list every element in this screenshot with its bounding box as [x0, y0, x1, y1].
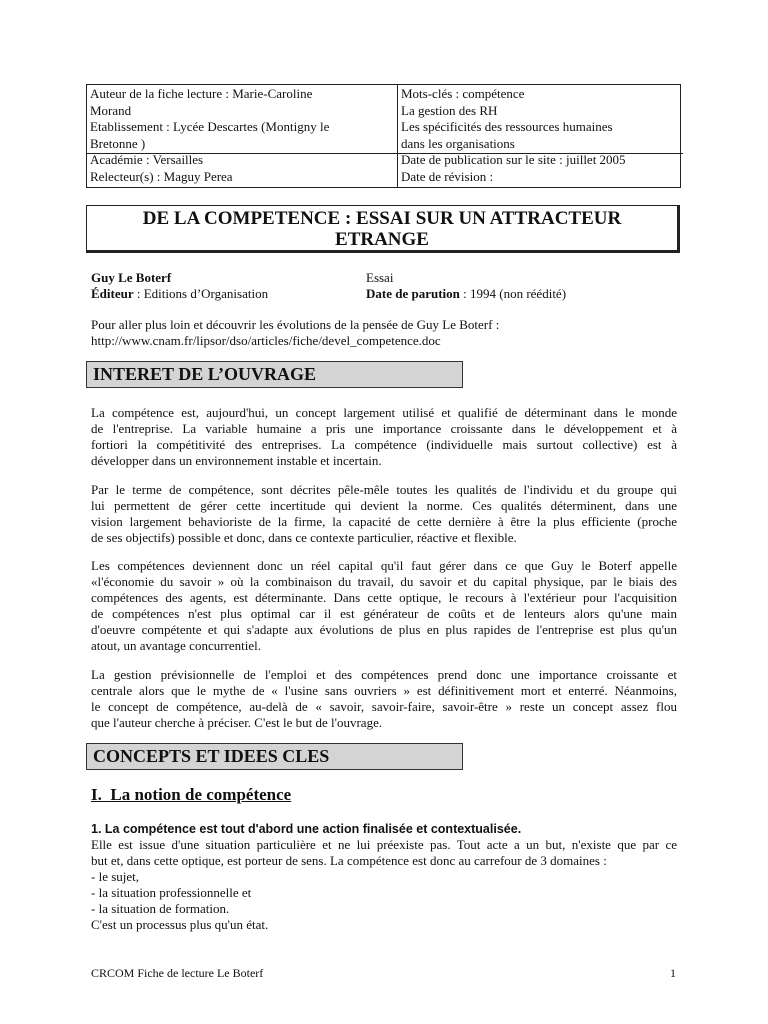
p3-line-3: compétences des agents, est déterminante. Dans cette optique, le recours à l'extérieur pour l'acquisition	[91, 590, 677, 605]
meta-reviewer: Relecteur(s) : Maguy Perea	[90, 168, 233, 184]
paragraph-2	[91, 482, 677, 546]
p4-line-1: La gestion prévisionnelle de l'emploi et des compétences prend donc une importance croissante et	[91, 667, 677, 682]
p3-line-5: d'oeuvre compétente et qui s'adapte aux évolutions de plus en plus rapides de l'entreprise est plus qu'un	[91, 622, 677, 637]
heading-notion	[91, 785, 291, 805]
p3-line-6: atout, un avantage concurrentiel.	[91, 638, 262, 653]
paragraph-4	[91, 667, 677, 731]
heading-text: La notion de compétence	[110, 785, 292, 804]
sub-line-4: - la situation professionnelle et	[91, 885, 252, 900]
meta-divider	[86, 153, 683, 154]
meta-school: Etablissement : Lycée Descartes (Montigny le	[90, 119, 330, 134]
editor-label: Éditeur	[91, 286, 134, 301]
sub-line-5: - la situation de formation.	[91, 901, 230, 916]
sub-paragraph	[91, 837, 677, 933]
p2-line-2: lui permettent de gérer cette incertitude qui devient la norme. Ces qualités déterminent, dans une	[91, 498, 677, 513]
meta-keywords: Mots-clés : compétence	[401, 86, 525, 101]
heading-number: I.	[91, 785, 102, 804]
book-editor	[91, 286, 268, 302]
book-author: Guy Le Boterf	[91, 270, 172, 285]
p3-line-2: «l'économie du savoir » où la combinaison du travail, du savoir et du capital physique, par le biais des	[91, 574, 677, 589]
p4-line-3: le concept de compétence, au-delà de « savoir, savoir-faire, savoir-être » reste un concept assez flou	[91, 699, 677, 714]
p2-line-4: de ses objectifs) possible et donc, dans ce contexte particulier, réactive et flexible.	[91, 530, 517, 545]
sub-line-1: Elle est issue d'une situation particulière et ne lui préexiste pas. Tout acte a un but, n'existe que par ce	[91, 837, 677, 852]
title-line-2: ETRANGE	[335, 229, 429, 250]
meta-rev-date: Date de révision :	[401, 168, 494, 184]
meta-pub-date: Date de publication sur le site : juillet 2005	[401, 152, 626, 167]
meta-table	[86, 84, 681, 188]
p2-line-3: vision largement behavioriste de la firme, la capacité de cette dernière à être la plus efficiente (proche	[91, 514, 677, 529]
p4-line-4: que l'auteur cherche à préciser. C'est le but de l'ouvrage.	[91, 715, 383, 730]
meta-author-cont: Morand	[90, 102, 132, 118]
p3-line-1: Les compétences deviennent donc un réel capital qu'il faut gérer dans ce que Guy le Boterf appelle	[91, 558, 677, 573]
meta-right-cell	[398, 85, 681, 188]
section-header-interet: INTERET DE L’OUVRAGE	[86, 361, 463, 388]
meta-left-cell	[87, 85, 398, 188]
sub-line-2: but et, dans cette optique, est porteur de sens. La compétence est donc au carrefour de 3 domaines :	[91, 853, 607, 868]
p4-line-2: centrale alors que le mythe de « l'usine sans ouvriers » est définitivement mort et enterré. Néanmoins,	[91, 683, 677, 698]
footer-left: CRCOM Fiche de lecture Le Boterf	[91, 966, 264, 980]
p3-line-4: de compétences n'est plus optimal car il est générateur de coûts et de lenteurs alors qu'une main	[91, 606, 677, 621]
sub-line-3: - le sujet,	[91, 869, 140, 884]
subheading: 1. La compétence est tout d'abord une action finalisée et contextualisée.	[91, 822, 522, 836]
page-number: 1	[670, 966, 676, 980]
p2-line-1: Par le terme de compétence, sont décrites pêle-mêle toutes les qualités de l'individu et du groupe qui	[91, 482, 677, 497]
link-url[interactable]: http://www.cnam.fr/lipsor/dso/articles/fiche/devel_competence.doc	[91, 333, 441, 348]
meta-author: Auteur de la fiche lecture : Marie-Caroline	[90, 86, 313, 101]
editor-value: : Editions d’Organisation	[133, 286, 269, 301]
sub-line-6: C'est un processus plus qu'un état.	[91, 917, 269, 932]
meta-keyword-2: La gestion des RH	[401, 102, 498, 118]
book-date	[366, 286, 566, 302]
p1-line-4: développer dans un environnement instable et incertain.	[91, 453, 382, 468]
book-genre: Essai	[366, 270, 394, 285]
link-intro: Pour aller plus loin et découvrir les évolutions de la pensée de Guy Le Boterf :	[91, 317, 500, 332]
p1-line-2: de l'entreprise. La variable humaine a pris une importance croissante dans le développement et à	[91, 421, 677, 436]
date-value: : 1994 (non réédité)	[459, 286, 567, 301]
p1-line-1: La compétence est, aujourd'hui, un concept largement utilisé et qualifié de déterminant dans le monde	[91, 405, 677, 420]
p1-line-3: fortiori la compétitivité des entreprises. La compétence (individuelle mais surtout collective) est à	[91, 437, 677, 452]
link-paragraph	[91, 317, 499, 349]
paragraph-3	[91, 558, 677, 654]
section-header-concepts: CONCEPTS ET IDEES CLES	[86, 743, 463, 770]
meta-keyword-3: Les spécificités des ressources humaines	[401, 119, 613, 134]
meta-academy: Académie : Versailles	[90, 152, 204, 167]
meta-keyword-3-cont: dans les organisations	[401, 135, 515, 151]
meta-school-cont: Bretonne )	[90, 135, 146, 151]
date-label: Date de parution	[366, 286, 460, 301]
title-line-1: DE LA COMPETENCE : ESSAI SUR UN ATTRACTEUR	[142, 208, 622, 229]
document-title	[86, 205, 680, 253]
paragraph-1	[91, 405, 677, 469]
